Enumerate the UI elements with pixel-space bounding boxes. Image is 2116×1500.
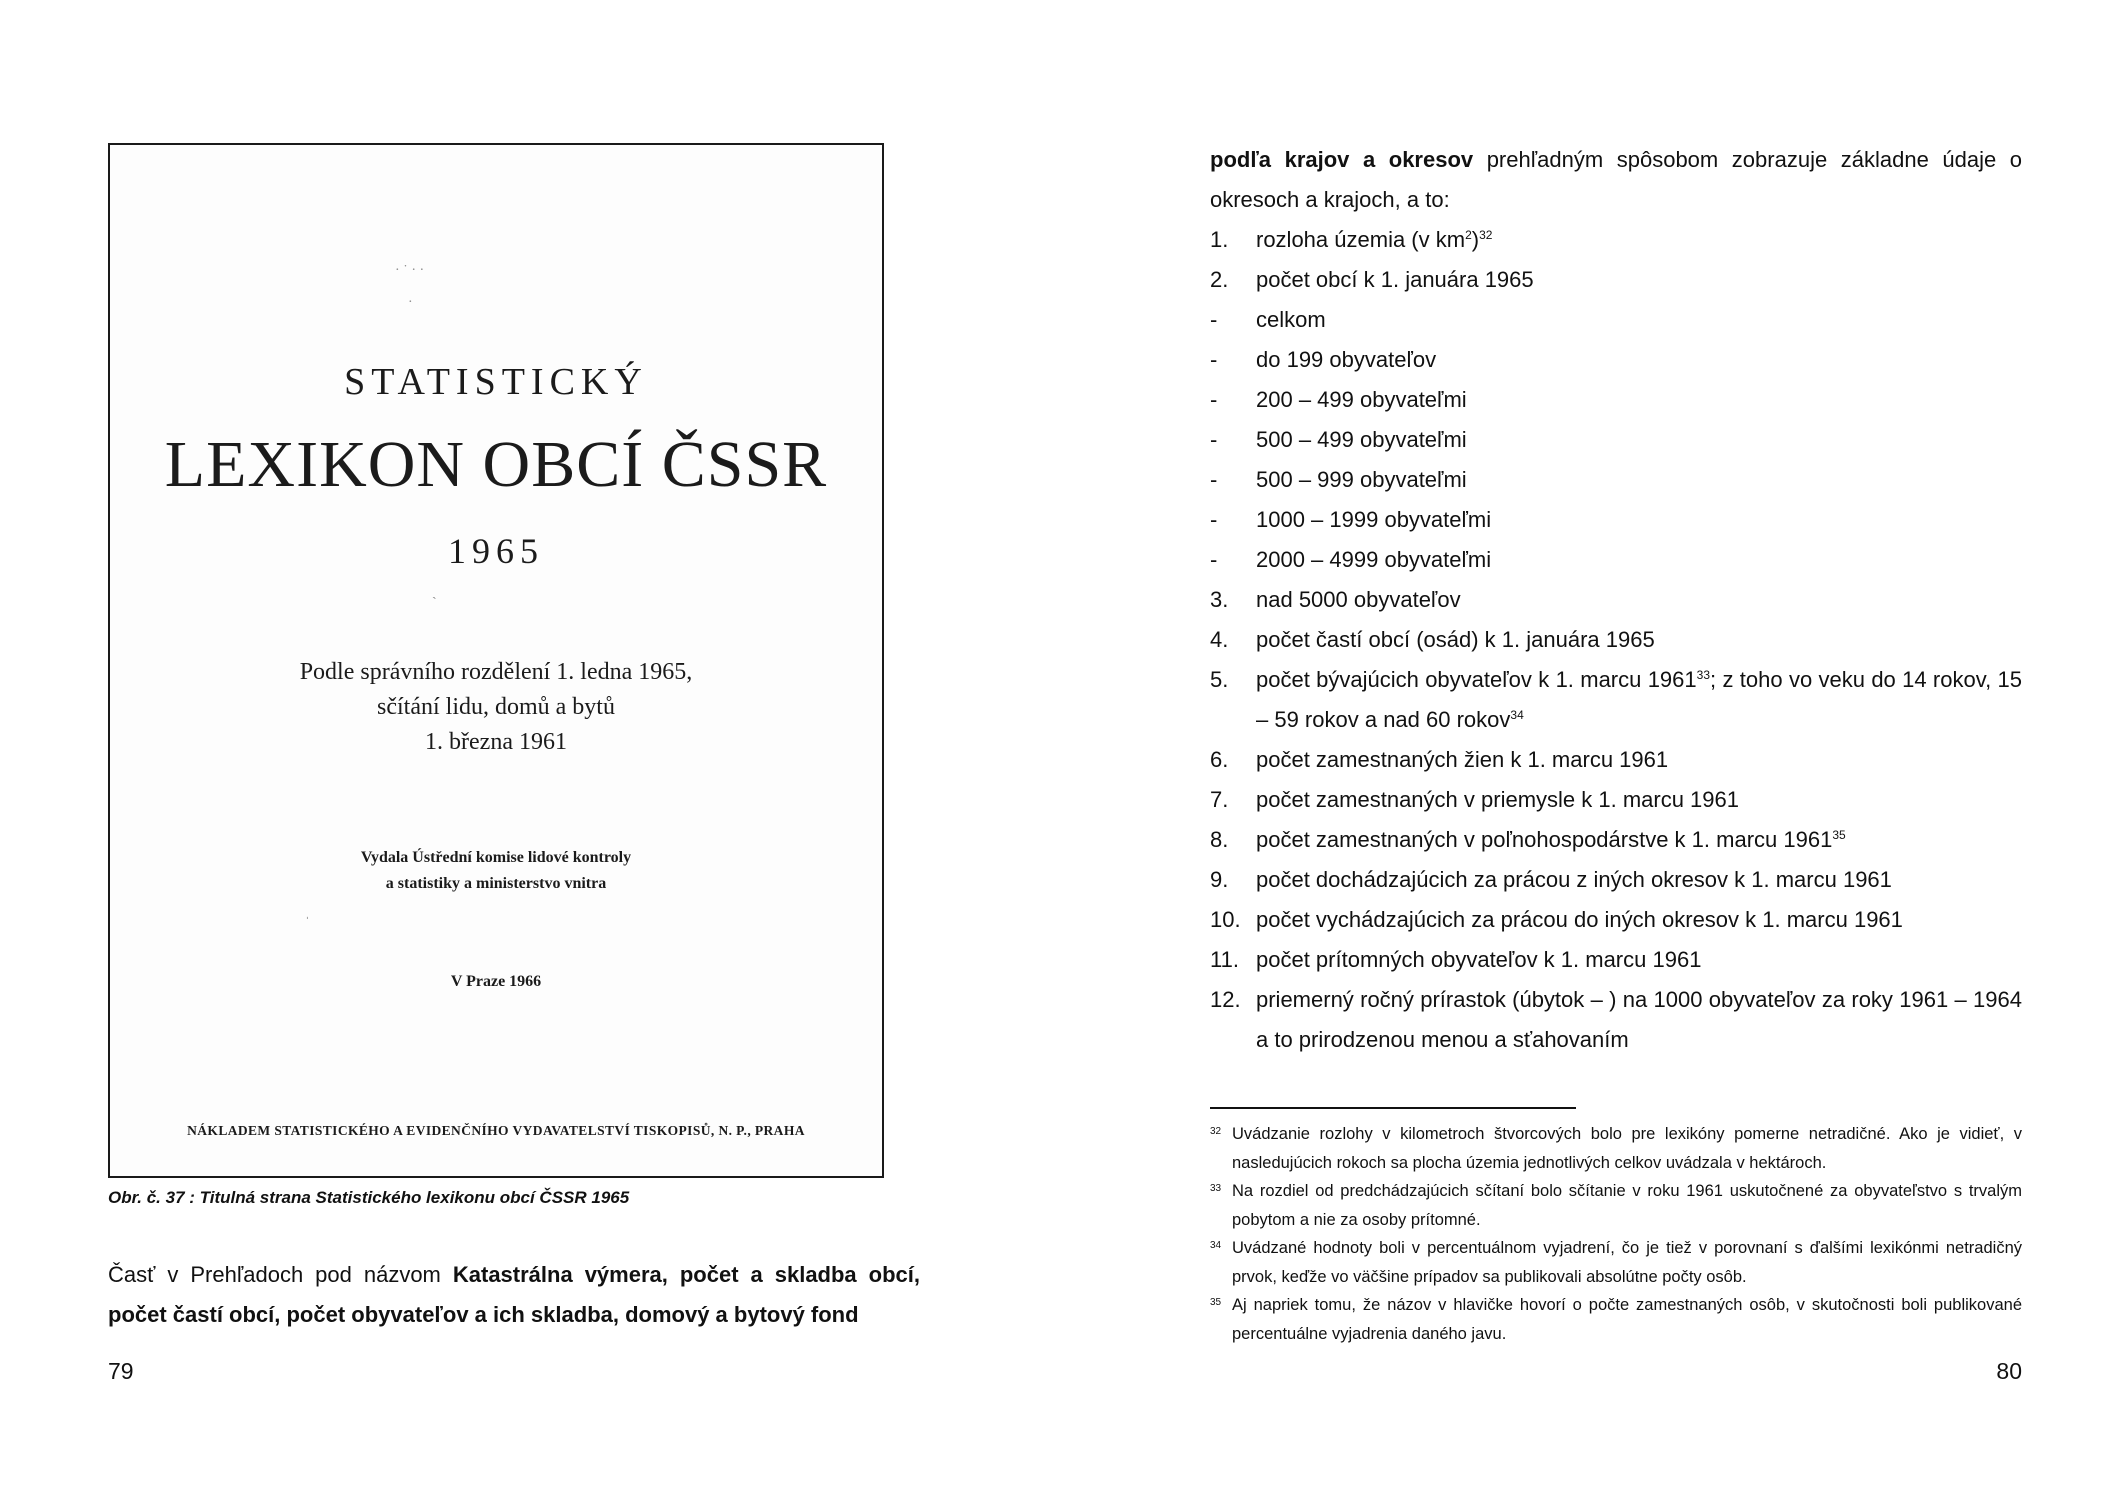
list-item <box>1210 900 2022 940</box>
footnote-text: Aj napriek tomu, že názov v hlavičke hovorí o počte zamestnaných osôb, v skutočnosti boli publikované percentuálne vyjadrenia daného javu. <box>1232 1296 2022 1343</box>
footnote-text: Uvádzané hodnoty boli v percentuálnom vyjadrení, čo je tiež v porovnaní s ďalšími lexikónmi netradičný prvok, keďže vo väčšine prípadov sa publikovali absolútne počty osôb. <box>1232 1239 2022 1286</box>
scan-title-line2: LEXIKON OBCÍ ČSSR <box>164 428 828 501</box>
list-item <box>1210 980 2022 1060</box>
list-item <box>1210 380 2022 420</box>
item-text: 200 – 499 obyvateľmi <box>1256 387 1467 412</box>
scan-subtitle-line: sčítání lidu, domů a bytů <box>377 694 615 720</box>
item-text: celkom <box>1256 307 1326 332</box>
footnote-text: Uvádzanie rozlohy v kilometroch štvorcových bolo pre lexikóny pomerne netradičné. Ako je vidieť, v nasledujúcich rokoch sa plocha územia jednotlivých celkov uvádzala v hektároch. <box>1232 1125 2022 1172</box>
list-item-text <box>1256 580 2022 620</box>
list-item <box>1210 780 2022 820</box>
list-marker: 12. <box>1210 987 1241 1012</box>
footnote-marker: 35 <box>1210 1297 1222 1308</box>
list-item <box>1210 660 2022 740</box>
page-number-right: 80 <box>1996 1358 2022 1384</box>
list-item-text <box>1256 860 2022 900</box>
scan-subtitle-line: 1. března 1961 <box>425 729 567 755</box>
list-item <box>1210 740 2022 780</box>
footnotes <box>1210 1120 2022 1348</box>
list-item-text <box>1256 980 2022 1060</box>
footnote-text: Na rozdiel od predchádzajúcich sčítaní bolo sčítanie v roku 1961 uskutočnené za obyvateľstvo s trvalým pobytom a nie za osoby prítomné. <box>1232 1182 2022 1229</box>
scan-imprint: NÁKLADEM STATISTICKÉHO A EVIDENČNÍHO VYDAVATELSTVÍ TISKOPISŮ, N. P., PRAHA <box>187 1123 805 1138</box>
list-item-text <box>1256 900 2022 940</box>
footnote-ref: 2 <box>1465 228 1472 242</box>
list-item <box>1210 620 2022 660</box>
footnote <box>1210 1177 2022 1234</box>
item-text-continued: ; z toho vo veku do 14 rokov, 15 – 59 rokov a nad 60 rokov <box>1256 667 2022 732</box>
list-marker: 9. <box>1210 867 1229 892</box>
item-text: rozloha územia (v km <box>1256 227 1466 252</box>
item-text: 500 – 999 obyvateľmi <box>1256 467 1467 492</box>
list-marker: - <box>1210 507 1218 532</box>
intro-paragraph <box>1210 140 2022 220</box>
list-item-text <box>1256 340 2022 380</box>
scan-title-line1: STATISTICKÝ <box>344 361 648 403</box>
item-text: počet bývajúcich obyvateľov k 1. marcu 1961 <box>1256 667 1697 692</box>
list-marker: 5. <box>1210 667 1229 692</box>
scan-publisher <box>110 845 882 897</box>
list-item-text <box>1256 780 2022 820</box>
list-marker: - <box>1210 427 1218 452</box>
list-item-text <box>1256 660 2022 740</box>
footnote <box>1210 1120 2022 1177</box>
item-text: priemerný ročný prírastok (úbytok – ) na 1000 obyvateľov za roky 1961 – 1964 a to prirodzenou menou a sťahovaním <box>1256 987 2022 1052</box>
item-text: počet obcí k 1. januára 1965 <box>1256 267 1534 292</box>
list-marker: 1. <box>1210 227 1229 252</box>
item-text: nad 5000 obyvateľov <box>1256 587 1461 612</box>
list-item <box>1210 860 2022 900</box>
list-marker: 4. <box>1210 627 1229 652</box>
list-marker: 2. <box>1210 267 1229 292</box>
paragraph-text: Časť v Prehľadoch pod názvom <box>108 1262 453 1287</box>
footnote-ref: 33 <box>1696 668 1711 682</box>
item-text: počet prítomných obyvateľov k 1. marcu 1961 <box>1256 947 1702 972</box>
list-item-text <box>1256 500 2022 540</box>
list-item <box>1210 340 2022 380</box>
item-text-continued: ) <box>1471 227 1480 252</box>
title-page-scan <box>108 143 884 1178</box>
item-text: 2000 – 4999 obyvateľmi <box>1256 547 1492 572</box>
list-item <box>1210 260 2022 300</box>
footnote-marker: 34 <box>1210 1240 1222 1251</box>
scan-year: 1965 <box>448 531 544 571</box>
scan-speck: · <box>408 295 413 310</box>
item-text: počet zamestnaných v priemysle k 1. marcu 1961 <box>1256 787 1740 812</box>
list-item-text <box>1256 740 2022 780</box>
paragraph-bold-text: Katastrálna výmera, počet a skladba obcí, počet častí obcí, počet obyvateľov a ich skladba, domový a bytový fond <box>108 1262 920 1327</box>
list-item-text <box>1256 260 2022 300</box>
figure-caption: Obr. č. 37 : Titulná strana Statistického lexikonu obcí ČSSR 1965 <box>108 1188 630 1207</box>
footnote-ref: 35 <box>1832 828 1846 842</box>
list-item-text <box>1256 540 2022 580</box>
item-text: do 199 obyvateľov <box>1256 347 1437 372</box>
scan-speck: · ˙ · · <box>395 263 425 278</box>
list-marker: 6. <box>1210 747 1229 772</box>
scan-speck: ˌ <box>305 905 310 920</box>
footnote <box>1210 1291 2022 1348</box>
list-item-text <box>1256 820 2022 860</box>
scan-speck: ˏ <box>432 585 437 600</box>
list-item-text <box>1256 220 2022 260</box>
list-item <box>1210 820 2022 860</box>
list-marker: - <box>1210 387 1218 412</box>
list-marker: - <box>1210 547 1218 572</box>
footnote-separator <box>1210 1107 1576 1109</box>
list-marker: 3. <box>1210 587 1229 612</box>
list-marker: - <box>1210 467 1218 492</box>
list-marker: 10. <box>1210 907 1241 932</box>
item-text: počet zamestnaných v poľnohospodárstve k 1. marcu 1961 <box>1256 827 1833 852</box>
list-item <box>1210 940 2022 980</box>
item-text: 1000 – 1999 obyvateľmi <box>1256 507 1492 532</box>
item-text: počet dochádzajúcich za prácou z iných okresov k 1. marcu 1961 <box>1256 867 1892 892</box>
item-text: počet zamestnaných žien k 1. marcu 1961 <box>1256 747 1669 772</box>
item-text: počet vychádzajúcich za prácou do iných okresov k 1. marcu 1961 <box>1256 907 1903 932</box>
scan-subtitle-line: Podle správního rozdělení 1. ledna 1965, <box>299 659 693 685</box>
list-item <box>1210 500 2022 540</box>
footnote-marker: 33 <box>1210 1183 1222 1194</box>
list-item-text <box>1256 620 2022 660</box>
scan-publisher-line: Vydala Ústřední komise lidové kontroly <box>360 849 632 866</box>
list-item <box>1210 220 2022 260</box>
list-item <box>1210 460 2022 500</box>
list-item-text <box>1256 380 2022 420</box>
footnote-ref: 34 <box>1510 708 1524 722</box>
data-item-list <box>1210 220 2022 1060</box>
footnote-marker: 32 <box>1210 1126 1222 1137</box>
list-marker: 8. <box>1210 827 1229 852</box>
list-item <box>1210 540 2022 580</box>
list-marker: - <box>1210 307 1218 332</box>
item-text: 500 – 499 obyvateľmi <box>1256 427 1467 452</box>
footnote-ref: 32 <box>1479 228 1493 242</box>
item-text: počet častí obcí (osád) k 1. januára 1965 <box>1256 627 1655 652</box>
list-item-text <box>1256 300 2022 340</box>
intro-text: prehľadným spôsobom zobrazuje základne údaje o okresoch a krajoch, a to: <box>1210 147 2022 212</box>
page-number-left: 79 <box>108 1358 134 1384</box>
list-marker: - <box>1210 347 1218 372</box>
list-item-text <box>1256 420 2022 460</box>
scan-subtitle <box>110 655 882 760</box>
list-marker: 11. <box>1210 947 1239 972</box>
list-marker: 7. <box>1210 787 1229 812</box>
scan-place: V Praze 1966 <box>450 973 542 990</box>
list-item <box>1210 580 2022 620</box>
scan-publisher-line: a statistiky a ministerstvo vnitra <box>385 875 607 892</box>
intro-bold-text: podľa krajov a okresov <box>1210 147 1474 172</box>
list-item <box>1210 420 2022 460</box>
right-page <box>1058 0 2116 1500</box>
list-item <box>1210 300 2022 340</box>
footnote <box>1210 1234 2022 1291</box>
list-item-text <box>1256 460 2022 500</box>
list-item-text <box>1256 940 2022 980</box>
body-paragraph <box>108 1255 920 1335</box>
